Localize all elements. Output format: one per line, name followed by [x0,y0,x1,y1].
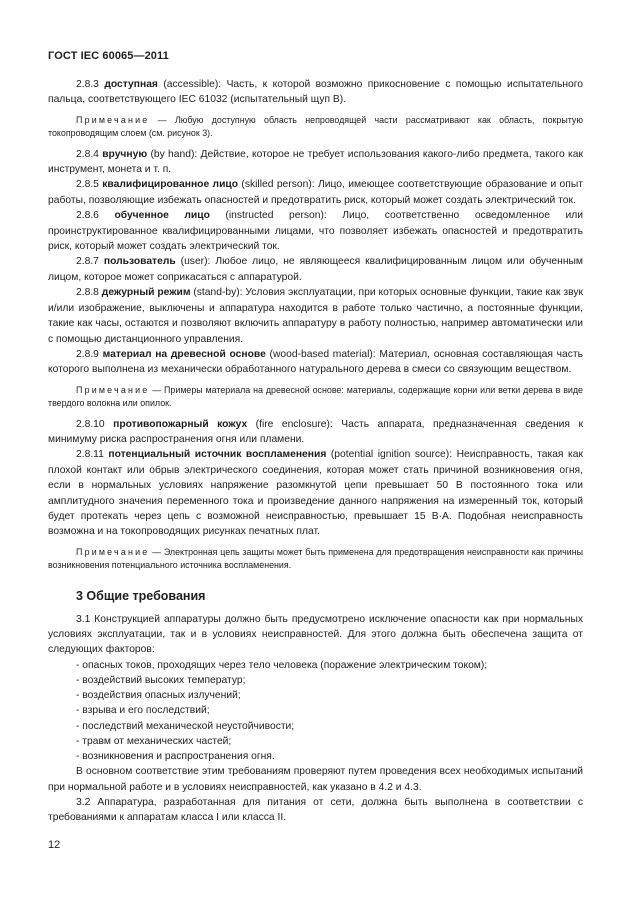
definition-text: (wood-based material): Материал, основная составляющая часть которого выполнена из механически обработанного натурального дерева в смеси со связующим веществом. [48,348,583,376]
note-label: Примечание [76,114,150,125]
definition-text: (fire enclosure): Часть аппарата, предназначенная сведения к минимуму риска распространения огня или пламени. [48,418,583,445]
clause-number: 2.8.8 [76,287,99,299]
note-label: Примечание [76,384,150,395]
clause-number: 2.8.5 [76,179,99,191]
note-label: Примечание [76,546,150,557]
definition-2-8-7 [48,254,583,285]
definition-2-8-8 [48,285,583,347]
definition-2-8-9 [48,347,583,378]
note-text: — Любую доступную область непроводящей части рассматривают как область, покрытую токопроводящим слоем (см. рисунок 3). [48,114,583,139]
term: дежурный режим [101,287,191,299]
definition-2-8-10 [48,417,583,448]
definition-2-8-5 [48,177,583,208]
note-text: — Примеры материала на древесной основе: материалы, содержащие корни или ветки дерева в виде твердого волокна или опилок. [48,384,583,409]
clause-number: 2.8.10 [76,418,105,430]
page-content [48,77,583,826]
term: пользователь [103,256,176,268]
note-wood-based [48,384,583,411]
list-item: - опасных токов, проходящих через тело человека (поражение электрическим током); [76,659,488,671]
page-number: 12 [48,839,61,851]
definition-text: (accessible): Часть, к которой возможно прикосновение с помощью испытательного пальца, соответствующего IEC 61032 (испытательный щуп В). [48,79,583,106]
clause-number: 2.8.11 [76,449,104,461]
list-item: - взрыва и его последствий; [76,705,210,717]
list-item: - воздействия опасных излучений; [76,690,241,702]
note-text: — Электронная цепь защиты может быть применена для предотвращения неисправности как причины возникновения потенциального источника воспламенения. [48,546,583,571]
term: потенциальный источник воспламенения [108,449,327,461]
term: вручную [102,148,148,160]
term: материал на древесной основе [102,348,266,360]
definition-2-8-3 [48,77,583,108]
note-ignition [48,546,583,573]
clause-number: 2.8.7 [76,256,99,268]
list-item: - возникновения и распространения огня. [76,751,275,763]
clause-3-2: 3.2 Аппаратура, разработанная для питания от сети, должна быть выполнена в соответствии с требованиями к аппаратам класса I или класса II. [48,797,583,824]
clause-number: 2.8.4 [76,148,99,160]
definition-text: (instructed person): Лицо, соответственно осведомленное или проинструктированное квалифицированными лицами, что позволяет избежать опасностей и предотвратить риск, который может создать электрический ток. [48,210,583,253]
clause-number: 2.8.6 [76,210,99,222]
clause-number: 2.8.9 [76,348,99,360]
definition-text: (skilled person): Лицо, имеющее соответствующие образование и опыт работы, позволяющие избежать опасностей и предотвратить риск, который может создать электрический ток. [48,179,583,206]
section-title: 3 Общие требования [76,588,206,603]
list-item: - травм от механических частей; [76,735,232,747]
definition-text: (user): Любое лицо, не являющееся квалифицированным лицом или обученным лицом, которое может соприкасаться с аппаратурой. [48,256,583,283]
term: квалифицированное лицо [102,179,239,191]
note-accessible [48,114,583,141]
definition-2-8-6 [48,208,583,254]
term: противопожарный кожух [113,418,248,430]
compliance-check-paragraph: В основном соответствие этим требованиям проверяют путем проведения всех необходимых испытаний при нормальной работе и в условиях неисправностей, как указано в 4.2 и 4.3. [48,766,583,793]
term: доступная [104,79,158,90]
clause-number: 2.8.3 [76,79,99,90]
clause-3-1: 3.1 Конструкцией аппаратуры должно быть предусмотрено исключение опасности как при нормальных условиях эксплуатации, так и в условиях неисправностей. Для этого должна быть обеспечена защита от следующих факторов: [48,613,583,656]
list-item: - последствий механической неустойчивости; [76,720,295,732]
definition-text: (by hand): Действие, которое не требует использования какого-либо предмета, такого как инструмент, монета и т. п. [48,148,583,176]
hazard-list [48,658,583,764]
list-item: - воздействий высоких температур; [76,675,246,687]
definition-2-8-11 [48,447,583,539]
term: обученное лицо [114,210,210,222]
definition-text: (potential ignition source): Неисправность, такая как плохой контакт или обрыв электрического соединения, которая может стать причиной возникновения огня, если в нормальных условиях напряжение разомкнутой цепи превышает 50 В постоянного тока или амплитудного значения переменного тока и произведение данного напряжения на измеренный ток, который будет протекать через цепь с возможной неисправностью, превышает 15 В·А. Подобная неисправность возможна и на токопроводящих рисунках печатных плат. [48,449,583,538]
standard-header: ГОСТ IEC 60065—2011 [48,50,169,62]
definition-text: (stand-by): Условия эксплуатации, при которых основные функции, такие как звук и/или изображение, выключены и аппаратура находится в работе только частично, а постоянные функции, такие как часы, остаются и позволяют включить аппаратуру в работу полностью, например автоматически или с помощью дистанционного управления. [48,287,583,345]
definition-2-8-4 [48,147,583,178]
